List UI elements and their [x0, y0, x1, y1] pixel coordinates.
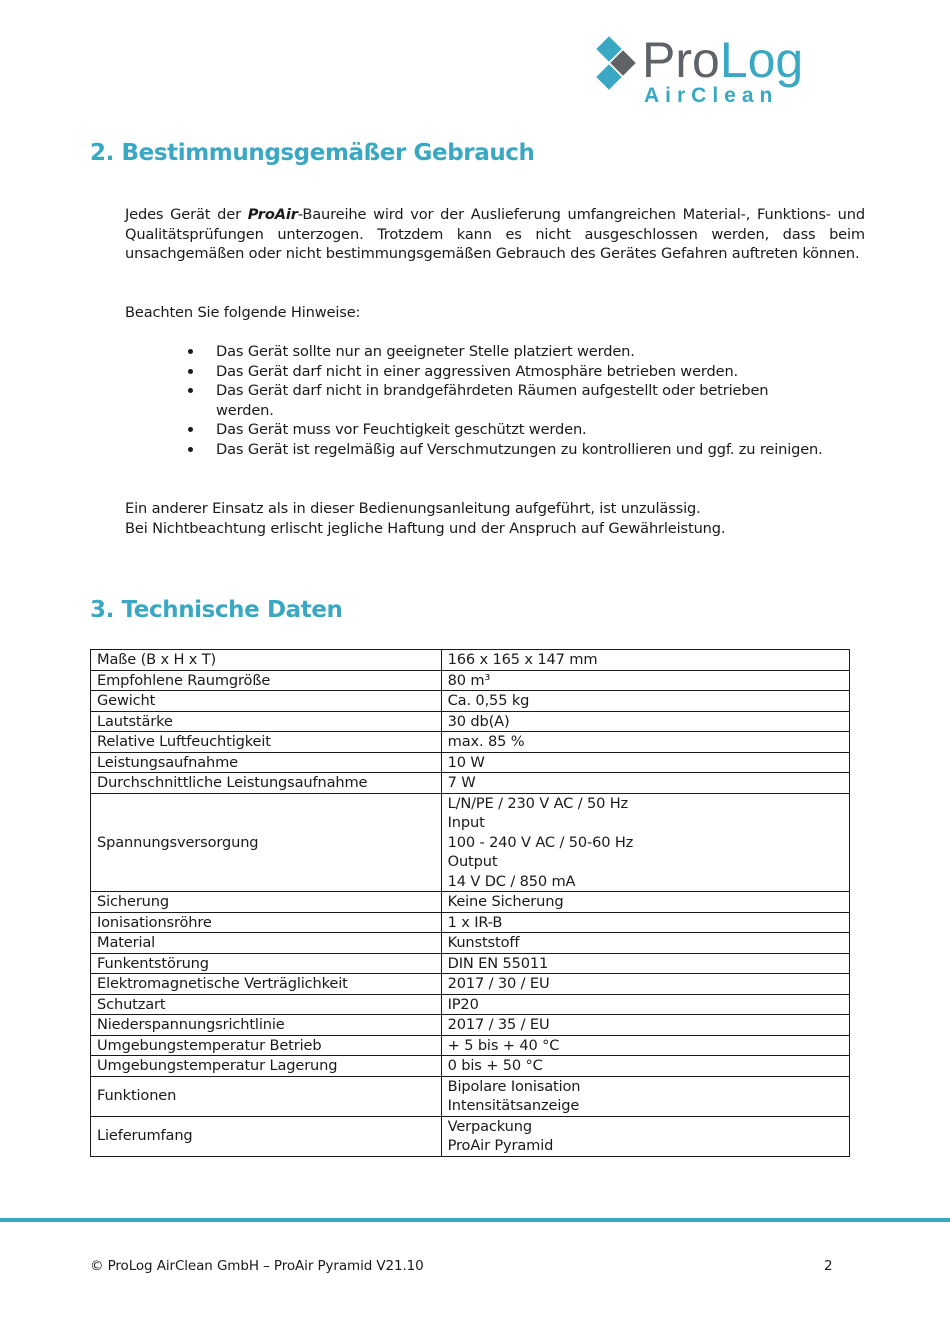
spec-value [441, 793, 849, 892]
table-row [91, 650, 850, 671]
spec-key: Lieferumfang [91, 1116, 442, 1156]
spec-value-line: 30 db(A) [447, 712, 510, 730]
spec-value [441, 1076, 849, 1116]
spec-key: Ionisationsröhre [91, 912, 442, 933]
spec-value-line: Output [447, 853, 498, 870]
spec-value-line: DIN EN 55011 [447, 954, 549, 972]
spec-key: Empfohlene Raumgröße [91, 670, 442, 691]
spec-value-line: 14 V DC / 850 mA [447, 872, 576, 890]
spec-key: Schutzart [91, 994, 442, 1015]
brand-name: ProAir [247, 206, 298, 223]
spec-value [441, 892, 849, 913]
spec-key: Funkentstörung [91, 953, 442, 974]
list-item: Das Gerät muss vor Feuchtigkeit geschützt werden. [188, 420, 828, 440]
spec-value-line: L/N/PE / 230 V AC / 50 Hz [447, 794, 629, 812]
table-row [91, 711, 850, 732]
spec-value [441, 732, 849, 753]
spec-value [441, 650, 849, 671]
table-row [91, 933, 850, 954]
spec-value-line: Verpackung [447, 1117, 532, 1135]
spec-value-line: 80 m³ [447, 671, 491, 689]
spec-value [441, 1035, 849, 1056]
spec-key: Lautstärke [91, 711, 442, 732]
spec-value-line: Input [447, 814, 485, 831]
footer-divider [0, 1218, 950, 1222]
spec-value-line: 10 W [447, 753, 485, 771]
table-row [91, 1056, 850, 1077]
table-row [91, 752, 850, 773]
spec-value-line: IP20 [447, 995, 479, 1013]
table-row [91, 793, 850, 892]
list-item: Das Gerät sollte nur an geeigneter Stelle platziert werden. [188, 342, 828, 362]
spec-value-line: Ca. 0,55 kg [447, 692, 530, 709]
spec-value-line: 2017 / 35 / EU [447, 1016, 550, 1033]
section-heading-technical-data: 3. Technische Daten [90, 597, 343, 623]
spec-value-line: 166 x 165 x 147 mm [447, 651, 598, 668]
table-row [91, 953, 850, 974]
list-item: Das Gerät darf nicht in brandgefährdeten Räumen aufgestellt oder betrieben werden. [188, 381, 828, 420]
table-row [91, 1116, 850, 1156]
spec-value-line: + 5 bis + 40 °C [447, 1036, 560, 1054]
spec-value [441, 670, 849, 691]
table-row [91, 773, 850, 794]
spec-key: Gewicht [91, 691, 442, 712]
hint-list [188, 342, 828, 460]
spec-value [441, 933, 849, 954]
spec-key: Maße (B x H x T) [91, 650, 442, 671]
table-row [91, 732, 850, 753]
spec-value-line: 2017 / 30 / EU [447, 975, 550, 992]
spec-value-line: max. 85 % [447, 733, 525, 750]
technical-data-table [90, 649, 850, 1157]
spec-value [441, 1116, 849, 1156]
spec-key: Niederspannungsrichtlinie [91, 1015, 442, 1036]
spec-value-line: Intensitätsanzeige [447, 1097, 580, 1114]
spec-value [441, 773, 849, 794]
table-row [91, 994, 850, 1015]
spec-value [441, 752, 849, 773]
footer-copyright: © ProLog AirClean GmbH – ProAir Pyramid V21.10 [90, 1258, 424, 1274]
spec-key: Sicherung [91, 892, 442, 913]
spec-value-line: Kunststoff [447, 934, 520, 951]
table-row [91, 974, 850, 995]
spec-value [441, 711, 849, 732]
table-row [91, 892, 850, 913]
company-logo [592, 30, 852, 110]
spec-value-line: 100 - 240 V AC / 50-60 Hz [447, 833, 634, 851]
spec-key: Elektromagnetische Verträglichkeit [91, 974, 442, 995]
spec-value [441, 691, 849, 712]
spec-value-line: ProAir Pyramid [447, 1137, 554, 1154]
logo-subtitle: AirClean [644, 84, 779, 107]
spec-value [441, 994, 849, 1015]
table-row [91, 691, 850, 712]
table-row [91, 1035, 850, 1056]
table-row [91, 1076, 850, 1116]
list-item: Das Gerät darf nicht in einer aggressiven Atmosphäre betrieben werden. [188, 362, 828, 382]
spec-value-line: 0 bis + 50 °C [447, 1057, 543, 1074]
spec-value-line: Keine Sicherung [447, 893, 564, 910]
table-row [91, 912, 850, 933]
section-heading-usage: 2. Bestimmungsgemäßer Gebrauch [90, 140, 535, 166]
spec-key: Umgebungstemperatur Lagerung [91, 1056, 442, 1077]
spec-key: Funktionen [91, 1076, 442, 1116]
spec-value [441, 1015, 849, 1036]
spec-value [441, 974, 849, 995]
spec-value-line: 1 x IR-B [447, 913, 503, 931]
spec-key: Durchschnittliche Leistungsaufnahme [91, 773, 442, 794]
spec-value-line: 7 W [447, 774, 476, 791]
logo-diamond-icon [592, 36, 640, 102]
usage-closing-paragraph: Ein anderer Einsatz als in dieser Bedienungsanleitung aufgeführt, ist unzulässig. Bei Nichtbeachtung erlischt jegliche Haftung und der Anspruch auf Gewährleistung. [125, 500, 726, 537]
spec-key: Spannungsversorgung [91, 793, 442, 892]
spec-key: Relative Luftfeuchtigkeit [91, 732, 442, 753]
logo-wordmark: ProLog [642, 32, 804, 88]
spec-value [441, 912, 849, 933]
page-number: 2 [824, 1258, 833, 1274]
spec-value [441, 1056, 849, 1077]
table-row [91, 670, 850, 691]
list-item: Das Gerät ist regelmäßig auf Verschmutzungen zu kontrollieren und ggf. zu reinigen. [188, 440, 828, 460]
spec-key: Leistungsaufnahme [91, 752, 442, 773]
spec-key: Material [91, 933, 442, 954]
usage-intro-paragraph: Jedes Gerät der ProAir-Baureihe wird vor der Auslieferung umfangreichen Material-, Funktions- und Qualitätsprüfungen unterzogen. Trotzdem kann es nicht ausgeschlossen werden, dass beim unsachgemäßen oder nicht bestimmungsgemäßen Gebrauch des Gerätes Gefahren auftreten können. [125, 206, 865, 263]
spec-value [441, 953, 849, 974]
table-row [91, 1015, 850, 1036]
hint-intro: Beachten Sie folgende Hinweise: [125, 304, 361, 321]
spec-value-line: Bipolare Ionisation [447, 1077, 581, 1095]
spec-key: Umgebungstemperatur Betrieb [91, 1035, 442, 1056]
